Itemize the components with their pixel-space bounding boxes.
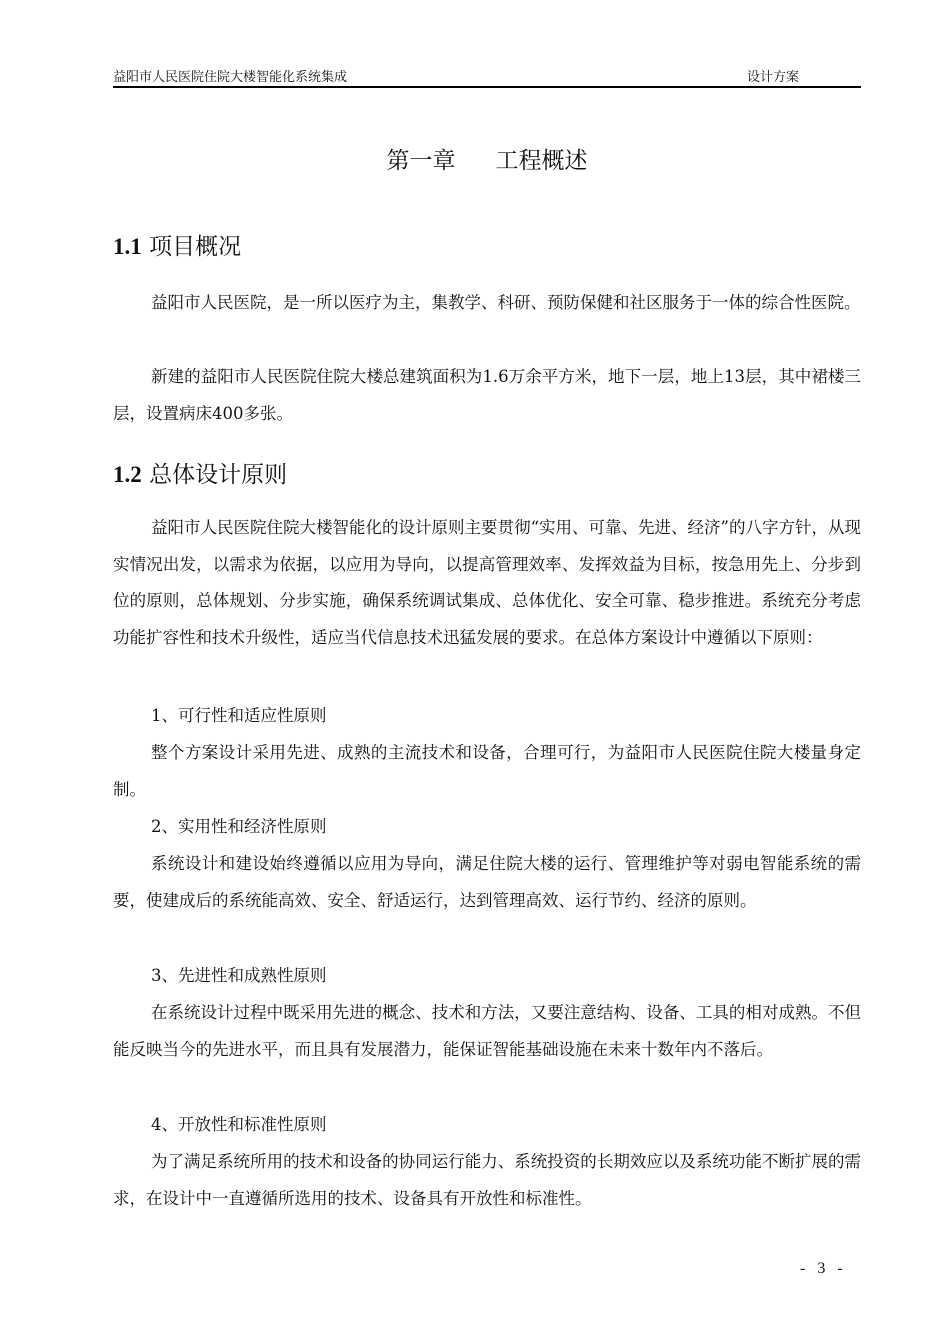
principle-heading: 4、开放性和标准性原则 [151,1115,327,1134]
paragraph: 新建的益阳市人民医院住院大楼总建筑面积为1.6万余平方米，地下一层，地上13层，其中裙楼三层，设置病床400多张。 [113,367,861,423]
section-number: 1.1 [113,234,142,259]
header-document-type: 设计方案 [746,70,799,85]
principle-heading: 3、先进性和成熟性原则 [151,966,327,985]
section-heading-1-1 [113,228,241,261]
section-title-text: 项目概况 [149,234,242,260]
chapter-label: 第一章 [386,148,456,174]
paragraph: 益阳市人民医院住院大楼智能化的设计原则主要贯彻“实用、可靠、先进、经济”的八字方针，从现实情况出发，以需求为依据，以应用为导向，以提高管理效率、发挥效益为目标，按急用先上、分步到位的原则，总体规划、分步实施，确保系统调试集成、总体优化、安全可靠、稳步推进。系统充分考虑功能扩容性和技术升级性，适应当代信息技术迅猛发展的要求。在总体方案设计中遵循以下原则： [113,518,861,647]
section-heading-1-2 [113,456,287,489]
paragraph: 在系统设计过程中既采用先进的概念、技术和方法，又要注意结构、设备、工具的相对成熟。不但能反映当今的先进水平，而且具有发展潜力，能保证智能基础设施在未来十数年内不落后。 [113,1003,861,1059]
paragraph: 为了满足系统所用的技术和设备的协同运行能力、系统投资的长期效应以及系统功能不断扩展的需求，在设计中一直遵循所选用的技术、设备具有开放性和标准性。 [113,1152,861,1208]
page-number: - 3 - [800,1260,847,1277]
page-header [113,66,861,88]
chapter-name: 工程概述 [495,148,588,174]
chapter-title [113,142,861,175]
principle-heading: 2、实用性和经济性原则 [151,817,327,836]
section-number: 1.2 [113,462,142,487]
section-title-text: 总体设计原则 [149,462,288,488]
paragraph: 益阳市人民医院，是一所以医疗为主，集教学、科研、预防保健和社区服务于一体的综合性医院。 [151,293,861,312]
paragraph: 整个方案设计采用先进、成熟的主流技术和设备，合理可行，为益阳市人民医院住院大楼量身定制。 [113,743,861,799]
principle-heading: 1、可行性和适应性原则 [151,706,327,725]
paragraph: 系统设计和建设始终遵循以应用为导向，满足住院大楼的运行、管理维护等对弱电智能系统的需要，使建成后的系统能高效、安全、舒适运行，达到管理高效、运行节约、经济的原则。 [113,854,861,910]
header-document-title: 益阳市人民医院住院大楼智能化系统集成 [113,70,348,85]
